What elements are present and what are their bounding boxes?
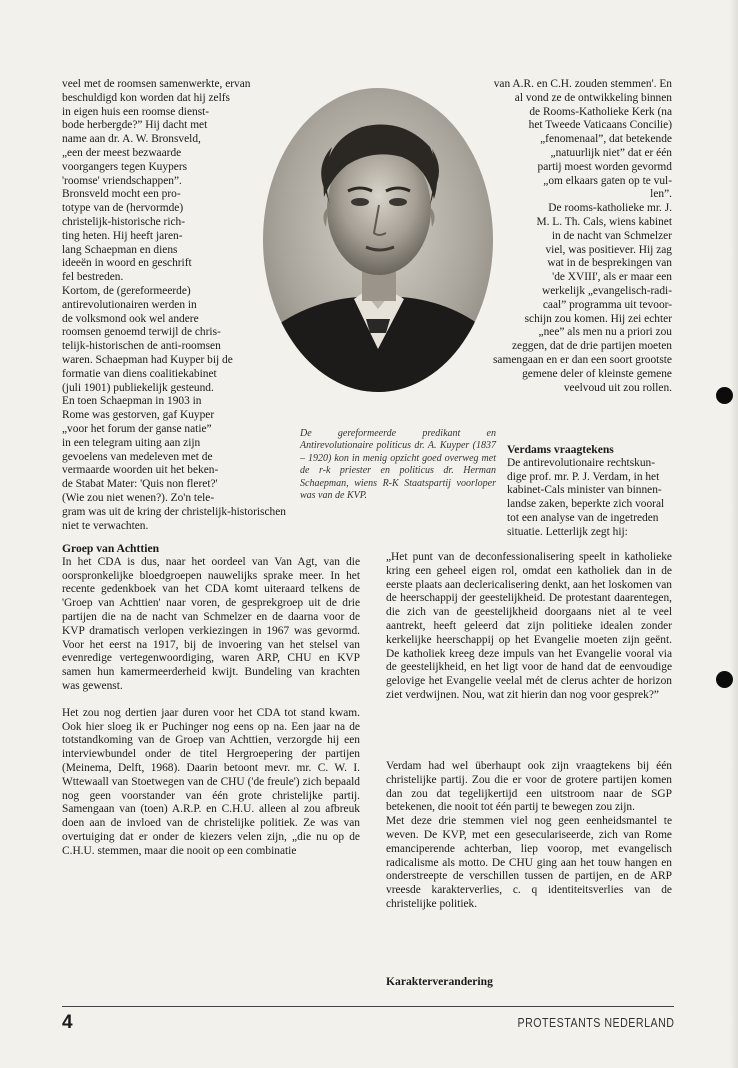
- page-edge-shadow: [730, 0, 738, 1068]
- text-line: de Rooms-Katholieke Kerk (na: [529, 105, 672, 118]
- text-line: En toen Schaepman in 1903 in: [62, 395, 202, 408]
- page-number: 4: [62, 1012, 73, 1033]
- text-line: tot een analyse van de ingetreden: [507, 511, 659, 524]
- text-line: roomsen genoemd terwijl de chris-: [62, 326, 221, 339]
- text-line: voorgangers tegen Kuypers: [62, 160, 188, 173]
- text-line: al vond ze de ontwikkeling binnen: [514, 91, 672, 104]
- text-line: de volksmond ook wel andere: [62, 312, 199, 325]
- section-heading: Groep van Achttien: [62, 542, 160, 555]
- text-line: christelijk-historische rich-: [62, 215, 186, 228]
- text-line: Bronsveld mocht een pro-: [62, 188, 181, 201]
- text-line: werkelijk „evangelisch-radi-: [542, 284, 672, 297]
- text-line: name aan dr. A. W. Bronsveld,: [62, 133, 201, 146]
- text-line: „natuurlijk niet” dat er één: [550, 146, 672, 159]
- text-line: antirevolutionairen werden in: [62, 298, 197, 311]
- text-line: ting heten. Hij heeft jaren-: [62, 229, 183, 242]
- text-line: viel, was positiever. Hij zag: [545, 243, 672, 256]
- text-line: in een telegram uiting aan zijn: [62, 436, 201, 449]
- text-line: (Wie zou niet wenen?). Zo'n tele-: [62, 491, 215, 504]
- text-line: „om elkaars gaten op te vul-: [543, 174, 672, 187]
- text-line: gemene deler of kleinste gemene: [522, 367, 672, 380]
- text-line: 'roomse' vriendschappen”.: [62, 174, 182, 187]
- text-line: veelvoud uit zou rollen.: [563, 381, 672, 394]
- text-line: situatie. Letterlijk zegt hij:: [507, 525, 628, 538]
- paragraph: Met deze drie stemmen viel nog geen eenheidsmantel te weven. De KVP, met een geseculariseerde, zich van Rome emanciperende achterban, liep voorop, met evangelisch radicalisme als motto. De CHU ging aan het touw hangen en onderstreepte de verschillen tussen de partijen, en de ARP vreesde karakterverlies, c. q identiteitsverlies van de christelijke politiek.: [386, 815, 672, 910]
- text-line: in eigen huis een roomse dienst-: [62, 105, 210, 118]
- text-line: vermaarde woorden uit het beken-: [62, 464, 219, 477]
- text-line: bode herbergde?” Hij dacht met: [62, 119, 208, 132]
- right-column-bottom: [386, 760, 672, 912]
- right-column-heading: [386, 975, 672, 989]
- text-line: Kortom, de (gereformeerde): [62, 284, 191, 297]
- left-column-bottom: [62, 542, 360, 859]
- paragraph: In het CDA is dus, naar het oordeel van Van Agt, van die oorspronkelijke bloedgroepen nauwelijks sprake meer. In het recente gedenkboek van het CDA komt uiteraard telkens de 'Groep van Achttien' naar voren, de gesprekgroep uit de drie partijen die na de nacht van Schmelzer en de daarna voor de KVP dramatisch verlopen verkiezingen in 1967 was gevormd. Voor het eerst na 1917, bij de invoering van het stelsel van evenredige vertegenwoordiging, waren ARP, CHU en KVP samen hun kamermeerderheid kwijt. Bundeling van krachten was gewenst.: [62, 555, 360, 692]
- text-line: De rooms-katholieke mr. J.: [548, 202, 672, 215]
- text-line: len”.: [650, 188, 672, 201]
- text-line: Rome was gestorven, gaf Kuyper: [62, 409, 215, 422]
- text-line: 'de XVIII', als er maar een: [552, 271, 672, 284]
- text-line: van A.R. en C.H. zouden stemmen'. En: [493, 78, 672, 90]
- footer-divider: [62, 1006, 674, 1007]
- text-line: beschuldigd kon worden dat hij zelfs: [62, 91, 230, 104]
- text-line: telijk-historischen de anti-roomsen: [62, 340, 221, 353]
- text-line: ideeën in woord en geschrift: [62, 257, 192, 270]
- section-heading: Karakterverandering: [386, 975, 493, 988]
- text-line: totype van de (hervormde): [62, 202, 184, 215]
- text-line: formatie van diens coalitiekabinet: [62, 367, 217, 380]
- text-line: De antirevolutionaire rechtskun-: [507, 456, 656, 469]
- text-line: lang Schaepman en diens: [62, 243, 178, 256]
- right-column-section-verdam: [507, 443, 672, 540]
- text-line: samengaan en er dan een soort grootste: [492, 353, 672, 366]
- publication-name: PROTESTANTS NEDERLAND: [516, 1015, 674, 1030]
- photo-caption: De gereformeerde predikant en Antirevolutionaire politicus dr. A. Kuyper (1837 – 1920) kon in menig opzicht goed overweg met de r-k priester en politicus dr. Herman Schaepman, wiens R-K Staatspartij voorloper was van de KVP.: [300, 428, 496, 502]
- text-line: gevoelens van medeleven met de: [62, 450, 213, 463]
- text-line: „nee” als men nu a priori zou: [538, 326, 672, 339]
- text-line: schijn zou komen. Hij zei echter: [524, 312, 672, 325]
- text-line: zeggen, dat de drie partijen moeten: [511, 340, 672, 353]
- text-line: fel bestreden.: [62, 271, 124, 284]
- section-heading: Verdams vraagtekens: [507, 443, 614, 456]
- text-line: „voor het forum der ganse natie”: [62, 422, 212, 435]
- text-line: kabinet-Cals minister van binnen-: [507, 484, 662, 497]
- text-line: gram was uit de kring der christelijk-historischen: [62, 505, 286, 518]
- text-line: waren. Schaepman had Kuyper bij de: [62, 353, 233, 366]
- paragraph: Het zou nog dertien jaar duren voor het CDA tot stand kwam. Ook hier sloeg ik er Puchinger nog eens op na. Een jaar na de totstandkoming van de Groep van Achttien, verzorgde hij een interviewbundel onder de titel Hergroepering der partijen (Meinema, Delft, 1968). Daarin betoont mevr. mr. C. W. I. Wttewaall van Stoetwegen van de CHU ('de freule') zich bepaald nog geen voorstander van één grote christelijke partij. Samengaan van (toen) A.R.P. en C.H.U. alleen al zou afbreuk doen aan de invloed van de christelijke politiek. Ze was van overtuiging dat er onder de kiezers velen zijn, „die nu op de C.H.U. stemmen, maar die nooit op een combinatie: [62, 706, 360, 857]
- right-column-top: [440, 78, 672, 395]
- paragraph: Verdam had wel überhaupt ook zijn vraagtekens bij één christelijke partij. Zou die er voor de grotere partijen komen dan zou dat tegelijkertijd een uitstroom naar de SGP betekenen, die nooit tot één partij te bewegen zou zijn.: [386, 760, 672, 814]
- text-line: in de nacht van Schmelzer: [551, 229, 672, 242]
- quote-paragraph: „Het punt van de deconfessionalisering speelt in katholieke kring een geheel eigen rol, omdat een katholiek dan in de eerste plaats aan declericalisering denkt, aan het loskomen van de heerschappij der geestelijkheid. De protestant daarentegen, die zich van de geestelijkheid doorgaans niet al te veel aantrekt, heeft geleerd dat zijn politieke idealen zonder kerkelijke heerschappij op het Evangelie moeten zijn geënt. De katholiek kreeg deze impuls van het Evangelie vooral via de geestelijkheid, en het ligt voor de hand dat de eenvoudige gelovige het Evangelie veelal mét de clerus achter de horizon ziet verdwijnen. Nou, wat zit hierin dan nog voor gesprek?”: [386, 551, 672, 701]
- text-line: dige prof. mr. P. J. Verdam, in het: [507, 470, 660, 483]
- text-line: de Stabat Mater: 'Quis non fleret?': [62, 478, 218, 491]
- text-line: (juli 1901) publiekelijk gesteund.: [62, 381, 214, 394]
- text-line: veel met de roomsen samenwerkte, ervan: [62, 78, 251, 90]
- text-line: wat in de besprekingen van: [547, 257, 672, 270]
- text-line: caal” programma uit tevoor-: [542, 298, 672, 311]
- right-column-quote: [386, 551, 672, 703]
- text-line: M. L. Th. Cals, wiens kabinet: [536, 215, 672, 228]
- text-line: „fenomenaal”, dat betekende: [540, 133, 672, 146]
- text-line: het Tweede Vaticaans Concilie): [528, 119, 672, 132]
- text-line: landse zaken, beperkte zich vooral: [507, 498, 665, 511]
- text-line: „een der meest bezwaarde: [62, 146, 182, 159]
- text-line: partij moest worden gevormd: [537, 160, 672, 173]
- text-line: niet te verwachten.: [62, 519, 149, 532]
